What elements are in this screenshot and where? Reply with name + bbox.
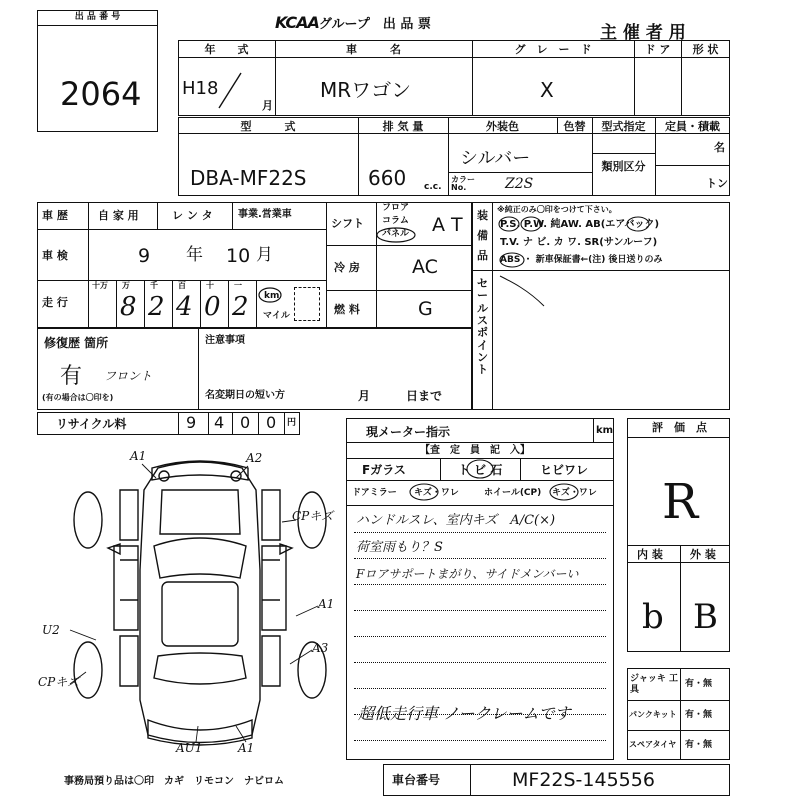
repair-value: 有 bbox=[60, 364, 83, 389]
recycle-digit-4: 0 bbox=[266, 413, 277, 432]
exterior-label: 外 装 bbox=[690, 548, 716, 561]
role-label: 主 催 者 用 bbox=[600, 23, 686, 43]
notes-label: 注意事項 bbox=[205, 335, 245, 346]
mark-right-rear: A1 bbox=[318, 597, 335, 611]
recycle-label: リサイクル料 bbox=[56, 417, 127, 431]
persons-unit: 名 bbox=[714, 141, 725, 154]
tons-unit: トン bbox=[706, 177, 728, 190]
mark-right-front-wheel: CPキズ bbox=[292, 509, 334, 523]
mark-front-right: A2 bbox=[246, 451, 263, 465]
rating-label: 評 価 点 bbox=[652, 421, 707, 434]
history-label: 車 歴 bbox=[42, 209, 68, 222]
lot-number-label: 出 品 番 号 bbox=[74, 12, 121, 22]
grade-label: グ レ ー ド bbox=[514, 43, 592, 56]
brand-logo: KCAA bbox=[275, 13, 319, 32]
color-no-value: Z2S bbox=[505, 176, 534, 192]
mileage-digit-2: 8 bbox=[120, 292, 137, 322]
jack-label: ジャッキ 工 具 bbox=[630, 674, 678, 696]
mark-left-rear-wheel: CPキズ bbox=[38, 675, 80, 689]
inspector-comment-3: Fロアサポートまがり、サイドメンバーい bbox=[356, 567, 579, 581]
form-title-text: グループ 出 品 票 bbox=[318, 17, 431, 32]
ac-label: 冷 房 bbox=[334, 261, 360, 274]
jack-option[interactable]: 有・無 bbox=[685, 679, 713, 689]
mileage-place-100k: 十万 bbox=[92, 281, 108, 290]
meter-label: 現メーター指示 bbox=[366, 425, 451, 439]
keys-note: 事務局預り品は〇印 カギ リモコン ナビロム bbox=[64, 776, 284, 787]
glass-label: Fガラス bbox=[362, 463, 406, 477]
crack-label[interactable]: ヒビワレ bbox=[540, 463, 589, 477]
chassis-label: 車台番号 bbox=[392, 773, 441, 787]
interior-score: b bbox=[642, 597, 664, 637]
cc-unit: c.c. bbox=[424, 182, 442, 192]
chip-label[interactable]: ト ビ 石 bbox=[458, 463, 503, 477]
equipment-side-label: 装 備 品 bbox=[477, 209, 488, 262]
recycle-unit: 円 bbox=[287, 418, 297, 428]
mileage-digit-3: 2 bbox=[148, 292, 165, 322]
mileage-digit-6: 2 bbox=[232, 292, 249, 322]
exterior-color: シルバー bbox=[460, 148, 531, 169]
recycle-digit-2: 4 bbox=[214, 413, 225, 432]
inspector-comment-2: 荷室雨もり？S bbox=[356, 540, 443, 555]
name-change-month: 月 bbox=[358, 389, 371, 403]
repair-label: 修復歴 箇所 bbox=[44, 336, 109, 350]
puncture-kit-option[interactable]: 有・無 bbox=[685, 710, 713, 720]
inspection-month: 10 bbox=[226, 245, 251, 267]
year-label: 年 式 bbox=[204, 43, 249, 56]
inspector-comment-1: ハンドルスレ、室内キズ A/C(×) bbox=[356, 513, 556, 528]
mileage-place-10: 十 bbox=[206, 281, 214, 290]
mirror-options[interactable]: キズ・ワレ bbox=[414, 488, 459, 498]
inspector-comment-4: 超低走行車 ノークレームです bbox=[358, 704, 571, 723]
grade-value: X bbox=[540, 78, 554, 102]
shape-label: 形 状 bbox=[692, 43, 719, 56]
name-change-label: 名変期日の短い方 bbox=[205, 390, 285, 401]
equipment-line-3: ABS ・ 新車保証書←(注) 後日送りのみ bbox=[500, 255, 663, 265]
door-label: ド ア bbox=[644, 43, 671, 56]
category-label: 類別区分 bbox=[601, 160, 646, 173]
puncture-kit-label: パンクキット bbox=[629, 710, 677, 719]
recycle-digit-1: 9 bbox=[186, 413, 197, 432]
shift-option-panel[interactable]: パネル bbox=[382, 229, 410, 239]
mark-rear-left: AU1 bbox=[176, 741, 203, 755]
ac-value: AC bbox=[412, 256, 438, 278]
mileage-digit-5: 0 bbox=[204, 292, 221, 322]
capacity-label: 定員・積載 bbox=[665, 120, 720, 133]
model-year: H18 bbox=[182, 78, 219, 99]
equipment-note: ※純正のみ〇印をつけて下さい。 bbox=[497, 205, 617, 214]
exterior-score: B bbox=[693, 597, 718, 637]
wheel-options[interactable]: キズ・ワレ bbox=[552, 488, 597, 498]
fuel-value: G bbox=[418, 298, 433, 320]
interior-label: 内 装 bbox=[637, 548, 663, 561]
model-code-label: 型 式 bbox=[240, 120, 296, 133]
spare-tire-option[interactable]: 有・無 bbox=[685, 740, 713, 750]
month-unit: 月 bbox=[262, 99, 273, 112]
recycle-digit-3: 0 bbox=[240, 413, 251, 432]
model-code: DBA-MF22S bbox=[190, 166, 307, 190]
history-option-commercial[interactable]: 事業.営業車 bbox=[238, 209, 292, 220]
displacement-label: 排 気 量 bbox=[382, 120, 424, 133]
mark-front-left: A1 bbox=[130, 449, 147, 463]
exterior-color-label: 外装色 bbox=[486, 120, 519, 133]
inspector-header: 【査 定 員 記 入】 bbox=[420, 445, 530, 456]
shift-option-floor[interactable]: フロア bbox=[382, 203, 410, 213]
meter-unit: km bbox=[596, 425, 614, 436]
spare-tire-label: スペアタイヤ bbox=[629, 740, 677, 749]
inspection-year-unit: 年 bbox=[186, 245, 203, 265]
equipment-line-1: P.S. P.W. 純AW. AB(エアバック) bbox=[500, 219, 660, 230]
mileage-digit-4: 4 bbox=[176, 292, 193, 322]
mileage-place-10k: 万 bbox=[122, 281, 130, 290]
car-name: MRワゴン bbox=[320, 78, 412, 102]
mark-left-side: U2 bbox=[42, 623, 60, 637]
car-name-label: 車 名 bbox=[346, 43, 401, 56]
inspection-year: 9 bbox=[138, 245, 151, 267]
color-change-label: 色替 bbox=[563, 120, 586, 133]
history-option-rental[interactable]: レ ン タ bbox=[172, 209, 213, 222]
shift-label: シフト bbox=[331, 217, 364, 230]
sales-point-label: セールスポイント bbox=[477, 277, 488, 377]
mileage-place-100: 百 bbox=[178, 281, 186, 290]
shift-value: A T bbox=[432, 214, 463, 236]
mileage-place-1: 一 bbox=[234, 281, 242, 290]
mileage-label: 走 行 bbox=[42, 296, 68, 309]
displacement-value: 660 bbox=[368, 166, 407, 190]
repair-sub-label: (有の場合は〇印を) bbox=[42, 393, 114, 402]
repair-location-note: フロント bbox=[104, 369, 153, 383]
type-designation-label: 型式指定 bbox=[601, 120, 646, 133]
shift-option-column[interactable]: コラム bbox=[382, 216, 409, 226]
history-option-private[interactable]: 自 家 用 bbox=[98, 209, 139, 222]
mileage-place-1k: 千 bbox=[150, 281, 158, 290]
rating-value: R bbox=[662, 474, 699, 530]
inspection-label: 車 検 bbox=[42, 249, 68, 262]
fuel-label: 燃 料 bbox=[334, 303, 360, 316]
mark-rear-right: A1 bbox=[238, 741, 255, 755]
lot-number: 2064 bbox=[60, 75, 142, 113]
wheel-label: ホイール(CP) bbox=[484, 488, 542, 498]
mileage-unit-km: km bbox=[264, 291, 280, 301]
name-change-day: 日まで bbox=[406, 389, 443, 403]
chassis-number: MF22S-145556 bbox=[512, 769, 655, 791]
color-no-label: カラー No. bbox=[451, 175, 475, 192]
inspection-month-unit: 月 bbox=[256, 245, 273, 265]
mileage-unit-mile: マイル bbox=[263, 311, 290, 321]
mark-right-quarter: A3 bbox=[312, 641, 329, 655]
equipment-line-2: T.V. ナ ビ. カ ワ. SR(サンルーフ) bbox=[500, 237, 658, 248]
mirror-label: ドアミラー bbox=[352, 488, 397, 498]
